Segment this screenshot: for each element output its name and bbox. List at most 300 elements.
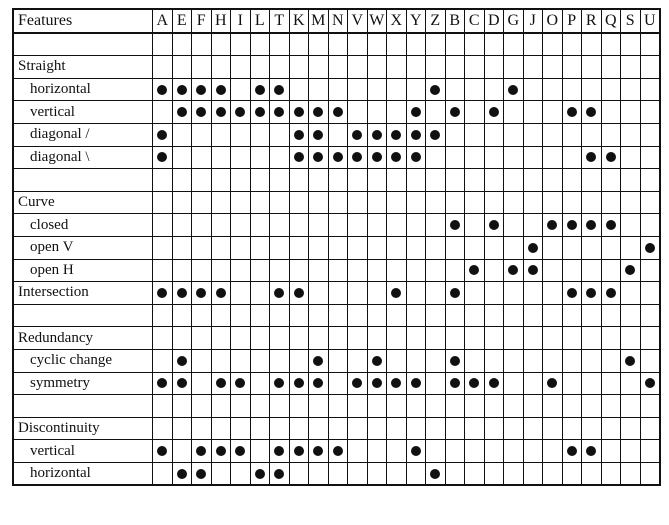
cell-Q <box>601 372 621 395</box>
cell-H <box>211 78 231 101</box>
feature-dot-B <box>450 220 460 230</box>
feature-dot-S <box>625 265 635 275</box>
cell-C <box>465 462 485 485</box>
cell-O <box>543 372 563 395</box>
feature-label: Curve <box>13 191 153 214</box>
cell-X <box>387 282 407 305</box>
cell-S <box>621 78 641 101</box>
cell-B <box>445 214 465 237</box>
cell-N <box>328 372 348 395</box>
cell-E <box>172 282 192 305</box>
cell-X <box>387 349 407 372</box>
cell-G <box>504 78 524 101</box>
feature-row <box>13 123 660 146</box>
cell-I <box>231 417 251 440</box>
cell-Z <box>426 169 446 192</box>
feature-dot-R <box>586 288 596 298</box>
cell-G <box>504 440 524 463</box>
cell-Z <box>426 417 446 440</box>
cell-J <box>523 417 543 440</box>
letter-header-B: B <box>445 9 465 33</box>
cell-K <box>289 146 309 169</box>
letter-header-A: A <box>153 9 173 33</box>
cell-U <box>640 440 660 463</box>
feature-dot-C <box>469 378 479 388</box>
cell-G <box>504 169 524 192</box>
cell-T <box>270 56 290 79</box>
feature-dot-P <box>567 288 577 298</box>
cell-U <box>640 282 660 305</box>
cell-Q <box>601 214 621 237</box>
cell-T <box>270 327 290 350</box>
cell-T <box>270 304 290 327</box>
cell-I <box>231 146 251 169</box>
feature-dot-T <box>274 469 284 479</box>
letter-header-I: I <box>231 9 251 33</box>
cell-X <box>387 304 407 327</box>
cell-Z <box>426 440 446 463</box>
cell-A <box>153 417 173 440</box>
cell-I <box>231 372 251 395</box>
feature-dot-A <box>157 152 167 162</box>
cell-P <box>562 417 582 440</box>
cell-M <box>309 169 329 192</box>
cell-X <box>387 101 407 124</box>
cell-X <box>387 56 407 79</box>
cell-Z <box>426 372 446 395</box>
cell-R <box>582 395 602 418</box>
cell-W <box>367 304 387 327</box>
cell-D <box>484 191 504 214</box>
cell-Q <box>601 282 621 305</box>
cell-S <box>621 214 641 237</box>
cell-I <box>231 101 251 124</box>
feature-label: horizontal <box>13 462 153 485</box>
cell-F <box>192 33 212 56</box>
cell-W <box>367 327 387 350</box>
cell-V <box>348 259 368 282</box>
cell-R <box>582 33 602 56</box>
cell-W <box>367 146 387 169</box>
cell-Z <box>426 146 446 169</box>
cell-X <box>387 395 407 418</box>
cell-I <box>231 395 251 418</box>
cell-B <box>445 101 465 124</box>
cell-C <box>465 372 485 395</box>
cell-M <box>309 101 329 124</box>
cell-T <box>270 101 290 124</box>
cell-R <box>582 349 602 372</box>
feature-dot-Z <box>430 469 440 479</box>
cell-V <box>348 395 368 418</box>
cell-P <box>562 372 582 395</box>
cell-K <box>289 259 309 282</box>
feature-dot-Y <box>411 446 421 456</box>
cell-I <box>231 282 251 305</box>
cell-C <box>465 349 485 372</box>
cell-C <box>465 327 485 350</box>
feature-dot-R <box>586 446 596 456</box>
cell-V <box>348 33 368 56</box>
letter-header-Y: Y <box>406 9 426 33</box>
cell-Q <box>601 78 621 101</box>
cell-B <box>445 282 465 305</box>
feature-dot-Y <box>411 107 421 117</box>
cell-E <box>172 304 192 327</box>
feature-row <box>13 372 660 395</box>
cell-S <box>621 462 641 485</box>
cell-E <box>172 462 192 485</box>
cell-S <box>621 146 641 169</box>
cell-Y <box>406 259 426 282</box>
cell-A <box>153 33 173 56</box>
feature-dot-V <box>352 130 362 140</box>
cell-S <box>621 33 641 56</box>
cell-C <box>465 259 485 282</box>
cell-R <box>582 327 602 350</box>
cell-S <box>621 259 641 282</box>
cell-F <box>192 417 212 440</box>
cell-F <box>192 440 212 463</box>
cell-D <box>484 56 504 79</box>
cell-L <box>250 395 270 418</box>
feature-row <box>13 78 660 101</box>
feature-label: symmetry <box>13 372 153 395</box>
feature-row <box>13 282 660 305</box>
feature-label: closed <box>13 214 153 237</box>
cell-Y <box>406 214 426 237</box>
cell-B <box>445 462 465 485</box>
cell-L <box>250 56 270 79</box>
cell-M <box>309 191 329 214</box>
cell-O <box>543 259 563 282</box>
cell-Q <box>601 191 621 214</box>
feature-dot-A <box>157 85 167 95</box>
cell-P <box>562 462 582 485</box>
feature-dot-F <box>196 85 206 95</box>
cell-U <box>640 462 660 485</box>
feature-dot-F <box>196 107 206 117</box>
cell-I <box>231 78 251 101</box>
cell-Z <box>426 191 446 214</box>
cell-J <box>523 462 543 485</box>
cell-I <box>231 191 251 214</box>
cell-O <box>543 304 563 327</box>
feature-label <box>13 395 153 418</box>
cell-C <box>465 214 485 237</box>
cell-E <box>172 440 192 463</box>
cell-Q <box>601 123 621 146</box>
feature-label <box>13 304 153 327</box>
cell-F <box>192 146 212 169</box>
letter-header-F: F <box>192 9 212 33</box>
feature-dot-E <box>177 378 187 388</box>
cell-X <box>387 462 407 485</box>
feature-dot-O <box>547 220 557 230</box>
cell-E <box>172 236 192 259</box>
cell-S <box>621 169 641 192</box>
cell-D <box>484 440 504 463</box>
feature-dot-X <box>391 288 401 298</box>
cell-E <box>172 395 192 418</box>
cell-D <box>484 372 504 395</box>
cell-W <box>367 282 387 305</box>
cell-Q <box>601 417 621 440</box>
feature-dot-E <box>177 356 187 366</box>
cell-F <box>192 395 212 418</box>
cell-T <box>270 417 290 440</box>
cell-P <box>562 191 582 214</box>
cell-V <box>348 417 368 440</box>
feature-dot-F <box>196 446 206 456</box>
cell-O <box>543 236 563 259</box>
cell-R <box>582 56 602 79</box>
cell-I <box>231 327 251 350</box>
cell-N <box>328 169 348 192</box>
feature-row <box>13 327 660 350</box>
cell-M <box>309 123 329 146</box>
cell-Y <box>406 304 426 327</box>
cell-O <box>543 462 563 485</box>
cell-K <box>289 395 309 418</box>
cell-S <box>621 417 641 440</box>
cell-H <box>211 259 231 282</box>
cell-B <box>445 259 465 282</box>
cell-U <box>640 259 660 282</box>
cell-L <box>250 78 270 101</box>
cell-D <box>484 327 504 350</box>
cell-W <box>367 169 387 192</box>
cell-C <box>465 304 485 327</box>
cell-T <box>270 146 290 169</box>
cell-T <box>270 169 290 192</box>
feature-dot-R <box>586 220 596 230</box>
feature-dot-D <box>489 220 499 230</box>
cell-M <box>309 304 329 327</box>
cell-R <box>582 372 602 395</box>
cell-Y <box>406 146 426 169</box>
cell-H <box>211 56 231 79</box>
cell-B <box>445 146 465 169</box>
cell-C <box>465 417 485 440</box>
cell-T <box>270 191 290 214</box>
feature-dot-D <box>489 107 499 117</box>
cell-A <box>153 123 173 146</box>
cell-S <box>621 123 641 146</box>
cell-B <box>445 395 465 418</box>
cell-R <box>582 462 602 485</box>
cell-U <box>640 33 660 56</box>
cell-V <box>348 101 368 124</box>
letter-header-J: J <box>523 9 543 33</box>
cell-P <box>562 146 582 169</box>
feature-dot-Q <box>606 152 616 162</box>
cell-D <box>484 462 504 485</box>
cell-L <box>250 327 270 350</box>
feature-dot-K <box>294 152 304 162</box>
cell-J <box>523 191 543 214</box>
feature-dot-K <box>294 378 304 388</box>
cell-J <box>523 146 543 169</box>
cell-W <box>367 236 387 259</box>
cell-N <box>328 417 348 440</box>
cell-N <box>328 101 348 124</box>
cell-M <box>309 282 329 305</box>
cell-Y <box>406 462 426 485</box>
cell-K <box>289 282 309 305</box>
letter-header-U: U <box>640 9 660 33</box>
cell-F <box>192 372 212 395</box>
cell-V <box>348 123 368 146</box>
cell-I <box>231 214 251 237</box>
cell-X <box>387 191 407 214</box>
cell-U <box>640 417 660 440</box>
feature-dot-X <box>391 378 401 388</box>
cell-H <box>211 327 231 350</box>
cell-C <box>465 123 485 146</box>
cell-W <box>367 395 387 418</box>
feature-label: horizontal <box>13 78 153 101</box>
feature-dot-N <box>333 152 343 162</box>
cell-D <box>484 259 504 282</box>
feature-dot-N <box>333 107 343 117</box>
cell-E <box>172 191 192 214</box>
feature-dot-A <box>157 446 167 456</box>
cell-I <box>231 462 251 485</box>
cell-R <box>582 417 602 440</box>
feature-label: Redundancy <box>13 327 153 350</box>
cell-H <box>211 214 231 237</box>
cell-K <box>289 417 309 440</box>
feature-dot-W <box>372 130 382 140</box>
feature-dot-T <box>274 107 284 117</box>
feature-dot-X <box>391 130 401 140</box>
cell-Y <box>406 327 426 350</box>
cell-N <box>328 440 348 463</box>
feature-dot-C <box>469 265 479 275</box>
cell-K <box>289 236 309 259</box>
feature-dot-F <box>196 469 206 479</box>
cell-H <box>211 349 231 372</box>
cell-C <box>465 33 485 56</box>
cell-D <box>484 169 504 192</box>
cell-D <box>484 123 504 146</box>
cell-M <box>309 349 329 372</box>
cell-M <box>309 327 329 350</box>
cell-F <box>192 214 212 237</box>
cell-E <box>172 349 192 372</box>
cell-W <box>367 440 387 463</box>
letter-header-E: E <box>172 9 192 33</box>
letter-header-V: V <box>348 9 368 33</box>
feature-dot-K <box>294 130 304 140</box>
cell-T <box>270 349 290 372</box>
feature-dot-B <box>450 288 460 298</box>
cell-A <box>153 395 173 418</box>
cell-S <box>621 349 641 372</box>
cell-Z <box>426 214 446 237</box>
feature-dot-N <box>333 446 343 456</box>
cell-T <box>270 440 290 463</box>
cell-A <box>153 78 173 101</box>
cell-T <box>270 33 290 56</box>
cell-Y <box>406 349 426 372</box>
cell-W <box>367 101 387 124</box>
cell-T <box>270 78 290 101</box>
cell-R <box>582 78 602 101</box>
cell-P <box>562 327 582 350</box>
cell-O <box>543 78 563 101</box>
feature-dot-A <box>157 288 167 298</box>
letter-header-W: W <box>367 9 387 33</box>
cell-Y <box>406 372 426 395</box>
cell-A <box>153 259 173 282</box>
feature-dot-M <box>313 107 323 117</box>
feature-row <box>13 304 660 327</box>
cell-F <box>192 349 212 372</box>
header-row <box>13 9 660 33</box>
cell-Y <box>406 440 426 463</box>
cell-G <box>504 56 524 79</box>
cell-A <box>153 56 173 79</box>
cell-R <box>582 191 602 214</box>
cell-C <box>465 282 485 305</box>
cell-V <box>348 214 368 237</box>
cell-Z <box>426 259 446 282</box>
feature-dot-E <box>177 85 187 95</box>
cell-A <box>153 327 173 350</box>
cell-E <box>172 214 192 237</box>
cell-P <box>562 349 582 372</box>
feature-label: Discontinuity <box>13 417 153 440</box>
cell-Q <box>601 169 621 192</box>
cell-F <box>192 462 212 485</box>
cell-X <box>387 33 407 56</box>
cell-N <box>328 327 348 350</box>
cell-V <box>348 146 368 169</box>
cell-L <box>250 123 270 146</box>
cell-O <box>543 56 563 79</box>
cell-L <box>250 372 270 395</box>
feature-label <box>13 33 153 56</box>
feature-label: open H <box>13 259 153 282</box>
cell-T <box>270 282 290 305</box>
cell-Y <box>406 101 426 124</box>
feature-dot-B <box>450 356 460 366</box>
cell-R <box>582 123 602 146</box>
cell-M <box>309 146 329 169</box>
cell-G <box>504 462 524 485</box>
cell-S <box>621 304 641 327</box>
feature-label: vertical <box>13 101 153 124</box>
letter-header-S: S <box>621 9 641 33</box>
cell-W <box>367 33 387 56</box>
cell-U <box>640 372 660 395</box>
cell-K <box>289 169 309 192</box>
cell-Z <box>426 395 446 418</box>
feature-dot-A <box>157 130 167 140</box>
cell-C <box>465 236 485 259</box>
cell-M <box>309 440 329 463</box>
feature-dot-I <box>235 378 245 388</box>
cell-I <box>231 304 251 327</box>
cell-A <box>153 169 173 192</box>
cell-M <box>309 259 329 282</box>
cell-N <box>328 123 348 146</box>
cell-Q <box>601 56 621 79</box>
cell-K <box>289 214 309 237</box>
cell-Z <box>426 304 446 327</box>
